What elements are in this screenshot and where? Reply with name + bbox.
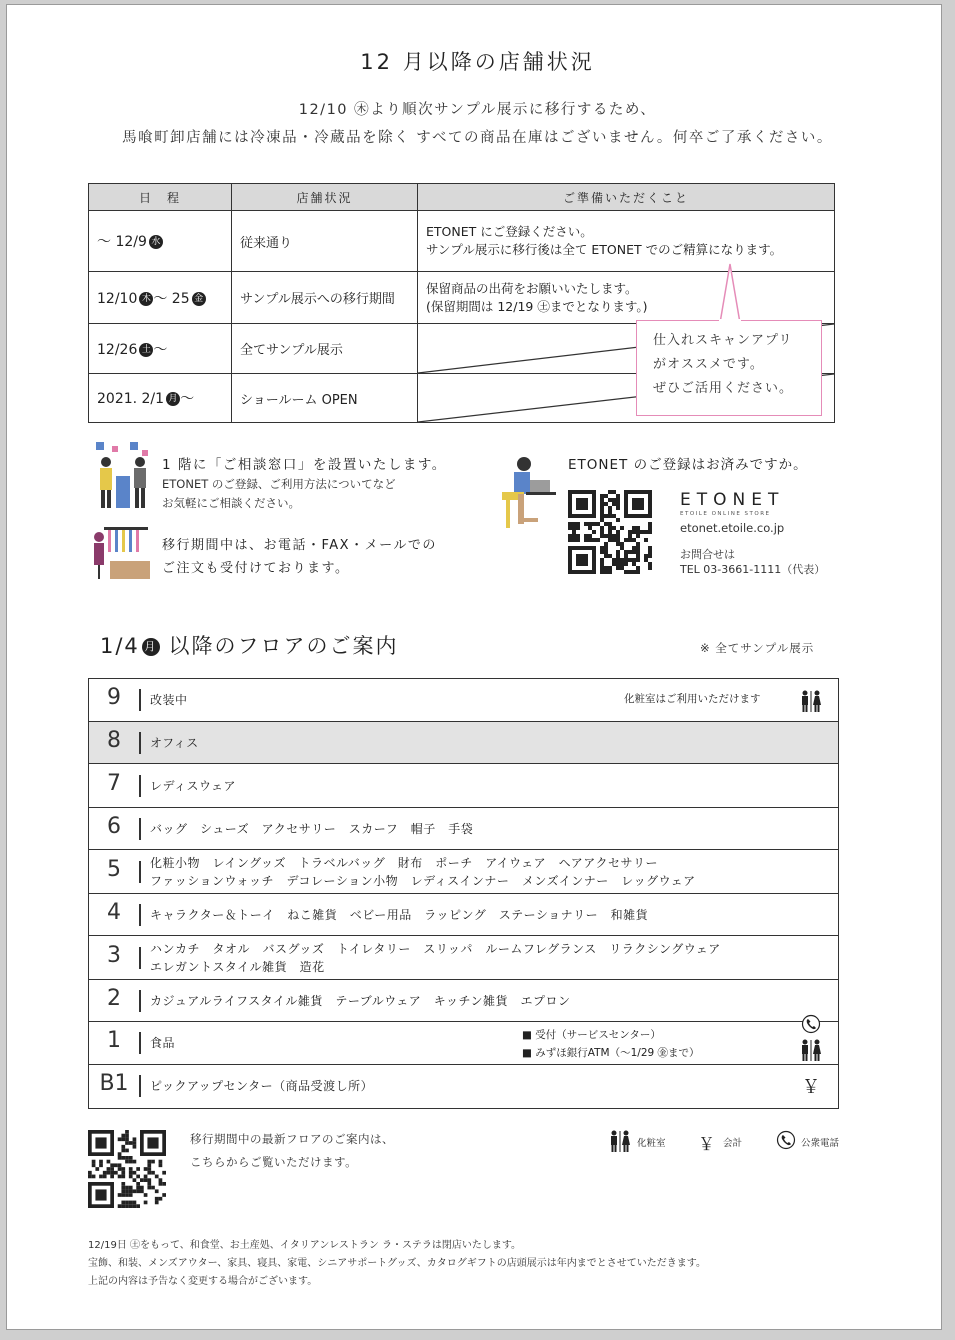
intro-line-2: 馬喰町卸店舗には冷凍品・冷蔵品を除く すべての商品在庫はございません。何卒ご了承ください。: [122, 130, 833, 146]
contact-tel[interactable]: TEL 03-3661-1111（代表）: [680, 563, 826, 576]
floor-number: 6: [107, 814, 121, 839]
schedule-status: 従来通り: [232, 211, 418, 272]
floor-description: ピックアップセンター（商品受渡し所）: [150, 1079, 374, 1093]
floor-row-3: [89, 936, 838, 980]
contact-label: お問合せは: [680, 548, 735, 561]
floor-number: 1: [107, 1028, 121, 1053]
weekday-badge: 水: [149, 235, 163, 249]
schedule-header-row: [89, 184, 835, 211]
weekday-badge: 月: [142, 638, 160, 656]
restroom-icon: [799, 1039, 823, 1061]
consult-heading: 1 階に「ご相談窓口」を設置いたします。: [162, 457, 447, 473]
schedule-todo: 保留商品の出荷をお願いいたします。 (保留期間は 12/19 ㊏までとなります。): [418, 272, 835, 324]
floor-row-7: [89, 764, 838, 808]
weekday-badge: 月: [166, 392, 180, 406]
atm-note: ■ みずほ銀行ATM（～1/29 ㊎まで）: [522, 1047, 700, 1059]
weekday-badge: 木: [139, 292, 153, 306]
floor-description: キャラクター＆トーイ ねこ雑貨 ベビー用品 ラッピング ステーショナリー 和雑貨: [150, 908, 649, 922]
floor-row-1: [89, 1022, 838, 1065]
etonet-heading: ETONET のご登録はお済みですか。: [568, 457, 808, 473]
header-status: 店舗状況: [232, 184, 418, 211]
floor-row-b1: [89, 1065, 838, 1108]
consult-text-2: お気軽にご相談ください。: [162, 496, 300, 510]
floor-row-2: [89, 980, 838, 1022]
etonet-logo-sub: ETOILE ONLINE STORE: [680, 511, 771, 517]
schedule-status: サンプル展示への移行期間: [232, 272, 418, 324]
schedule-status: ショールーム OPEN: [232, 374, 418, 423]
floor-number: 5: [107, 857, 121, 882]
yen-icon: ￥: [802, 1077, 820, 1098]
latest-floor-text-2: こちらからご覧いただけます。: [190, 1155, 358, 1169]
phone-icon: [801, 1014, 821, 1034]
legend-cashier-label: 会計: [723, 1138, 743, 1149]
etonet-qr-code[interactable]: [568, 490, 652, 574]
app-recommend-bubble: 仕入れスキャンアプリ がオススメです。 ぜひご活用ください。: [636, 320, 822, 416]
floor-number: 4: [107, 900, 121, 925]
legend-phone-label: 公衆電話: [801, 1138, 840, 1149]
floor-info-qr-code[interactable]: [88, 1130, 166, 1208]
closing-notice: 12/19日 ㊏をもって、和食堂、お土産処、イタリアンレストラン ラ・ステラは閉店いたします。: [88, 1240, 522, 1251]
phone-icon: [776, 1130, 796, 1150]
restroom-note: 化粧室はご利用いただけます: [624, 693, 761, 705]
bubble-joint: [719, 319, 741, 322]
schedule-date: ～ 12/9 水: [89, 211, 232, 272]
display-notice: 宝飾、和装、メンズアウター、家具、寝具、家電、シニアサポートグッズ、カタログギフトの店頭展示は年内までとさせていただきます。: [88, 1258, 706, 1269]
floor-row-9: [89, 679, 838, 722]
etonet-logo: ETONET: [680, 490, 785, 510]
yen-icon: ￥: [698, 1135, 715, 1155]
floor-description: 化粧小物 レイングッズ トラベルバッグ 財布 ポーチ アイウェア ヘアアクセサリー ファッションウォッチ デコレーション小物 レディスインナー メンズインナー レッグウェア: [150, 856, 696, 888]
latest-floor-text-1: 移行期間中の最新フロアのご案内は、: [190, 1132, 394, 1146]
page-title: 12 月以降の店舗状況: [360, 50, 595, 74]
schedule-todo: ETONET にご登録ください。 サンプル展示に移行後は全て ETONET でのご精算になります。: [418, 211, 835, 272]
intro-line-1: 12/10 ㊍より順次サンプル展示に移行するため、: [298, 102, 657, 118]
bubble-tail: [718, 262, 748, 324]
floor-row-8: [89, 722, 838, 764]
change-notice: 上記の内容は予告なく変更する場合がございます。: [88, 1276, 318, 1287]
floor-guide-heading: 1/4 月 以降のフロアのご案内: [100, 634, 399, 658]
floor-description: レディスウェア: [150, 779, 237, 793]
floor-description: 食品: [150, 1036, 176, 1050]
restroom-icon: [799, 690, 823, 712]
floor-row-4: [89, 894, 838, 936]
pc-user-illustration: [500, 452, 560, 532]
header-date: 日 程: [89, 184, 232, 211]
schedule-date: 2021. 2/1 月 ～: [89, 374, 232, 423]
order-text-1: 移行期間中は、お電話・FAX・メールでの: [162, 538, 437, 553]
floor-description: ハンカチ タオル バスグッズ トイレタリー スリッパ ルームフレグランス リラクシングウェア エレガントスタイル雑貨 造花: [150, 942, 721, 974]
weekday-badge: 土: [139, 343, 153, 357]
schedule-date: 12/10 木 ～ 25 金: [89, 272, 232, 324]
floor-table: [88, 678, 839, 1109]
schedule-date: 12/26 土 ～: [89, 324, 232, 374]
floor-description: バッグ シューズ アクセサリー スカーフ 帽子 手袋: [150, 822, 474, 836]
floor-number: B1: [99, 1071, 129, 1096]
schedule-status: 全てサンプル展示: [232, 324, 418, 374]
shop-rack-illustration: [90, 525, 152, 581]
restroom-icon: [608, 1130, 632, 1152]
floor-number: 3: [107, 943, 121, 968]
floor-number: 9: [107, 685, 121, 710]
floor-description: オフィス: [150, 736, 199, 750]
header-todo: ご準備いただくこと: [418, 184, 835, 211]
legend-restroom-label: 化粧室: [637, 1138, 666, 1149]
floor-description: カジュアルライフスタイル雑貨 テーブルウェア キッチン雑貨 エプロン: [150, 994, 571, 1008]
etonet-url[interactable]: etonet.etoile.co.jp: [680, 521, 785, 535]
floor-number: 7: [107, 771, 121, 796]
floor-number: 8: [107, 728, 121, 753]
floor-description: 改装中: [150, 693, 188, 707]
order-text-2: ご注文も受付けております。: [162, 561, 350, 576]
floor-row-5: [89, 850, 838, 894]
weekday-badge: 金: [192, 292, 206, 306]
consult-text-1: ETONET のご登録、ご利用方法についてなど: [162, 477, 396, 491]
consultation-illustration: [90, 440, 152, 512]
reception-note: ■ 受付（サービスセンター）: [522, 1029, 661, 1041]
floor-number: 2: [107, 986, 121, 1011]
sample-note: ※ 全てサンプル展示: [700, 641, 815, 655]
floor-row-6: [89, 808, 838, 850]
